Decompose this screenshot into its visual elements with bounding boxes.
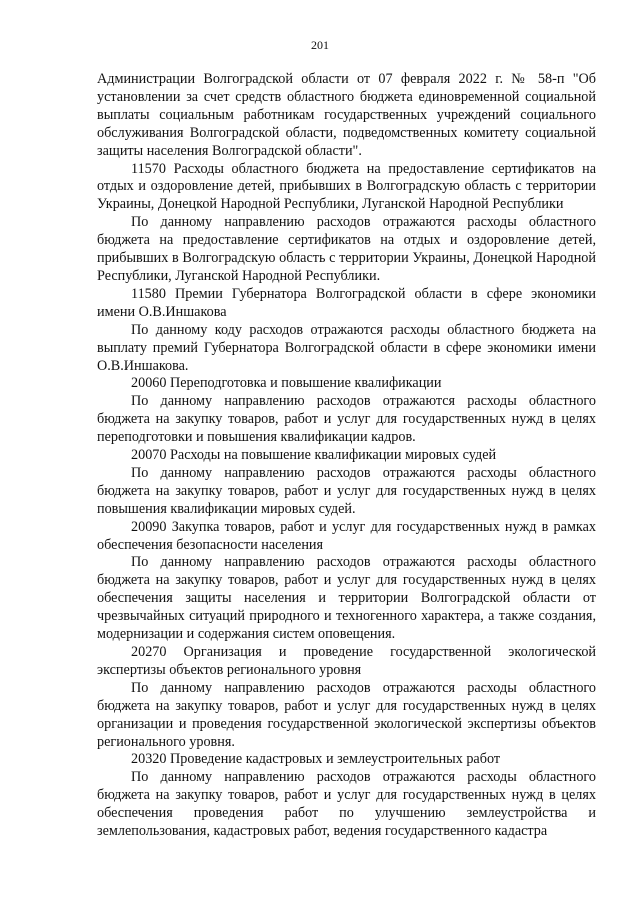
page-number: 201 — [311, 38, 329, 52]
paragraph-20070: По данному направлению расходов отражаются расходы областного бюджета на закупку товаров, работ и услуг для государственных нужд в целях повышения квалификации мировых судей. — [97, 464, 596, 517]
heading-11580: 11580 Премии Губернатора Волгоградской области в сфере экономики имени О.В.Иншакова — [97, 285, 596, 320]
heading-11570: 11570 Расходы областного бюджета на предоставление сертификатов на отдых и оздоровление детей, прибывших в Волгоградскую область с территории Украины, Донецкой Народной Республики, Луганской Народной Республики — [97, 160, 596, 213]
heading-20060: 20060 Переподготовка и повышение квалификации — [131, 375, 442, 392]
paragraph-11580: По данному коду расходов отражаются расходы областного бюджета на выплату премий Губернатора Волгоградской области в сфере экономики имени О.В.Иншакова. — [97, 321, 596, 374]
heading-20270: 20270 Организация и проведение государственной экологической экспертизы объектов регионального уровня — [97, 644, 596, 678]
heading-20070: 20070 Расходы на повышение квалификации мировых судей — [131, 447, 497, 464]
paragraph-20060: По данному направлению расходов отражаются расходы областного бюджета на закупку товаров, работ и услуг для государственных нужд в целях переподготовки и повышения квалификации кадров. — [97, 393, 596, 446]
paragraph-20320: По данному направлению расходов отражаются расходы областного бюджета на закупку товаров, работ и услуг для государственных нужд в целях обеспечения проведения работ по улучшению землеустройства и землепользования, кадастровых работ, ведения государственного кадастра — [97, 769, 596, 840]
paragraph-11570: По данному направлению расходов отражаются расходы областного бюджета на предоставление сертификатов на отдых и оздоровление детей, прибывших в Волгоградскую область с территории Украины, Донецкой Народной Республики, Луганской Народной Республики. — [97, 214, 596, 284]
paragraph-20270: По данному направлению расходов отражаются расходы областного бюджета на закупку товаров, работ и услуг для государственных нужд в целях организации и проведения государственной экологической экспертизы объектов регионального уровня. — [97, 679, 596, 750]
heading-20090: 20090 Закупка товаров, работ и услуг для государственных нужд в рамках обеспечения безопасности населения — [97, 518, 596, 553]
document-body — [97, 71, 596, 841]
paragraph-20090: По данному направлению расходов отражаются расходы областного бюджета на закупку товаров, работ и услуг для государственных нужд в целях обеспечения защиты населения и территории Волгоградской области от чрезвычайных ситуаций природного и техногенного характера, а также создания, модернизации и содержания систем оповещения. — [97, 554, 596, 643]
paragraph-resolution-tail: Администрации Волгоградской области от 07 февраля 2022 г. № 58-п "Об установлении за счет средств областного бюджета единовременной социальной выплаты социальным работникам государственных учреждений социального обслуживания Волгоградской области, подведомственных комитету социальной защиты населения Волгоградской области". — [97, 71, 596, 159]
heading-20320: 20320 Проведение кадастровых и землеустроительных работ — [131, 751, 501, 768]
